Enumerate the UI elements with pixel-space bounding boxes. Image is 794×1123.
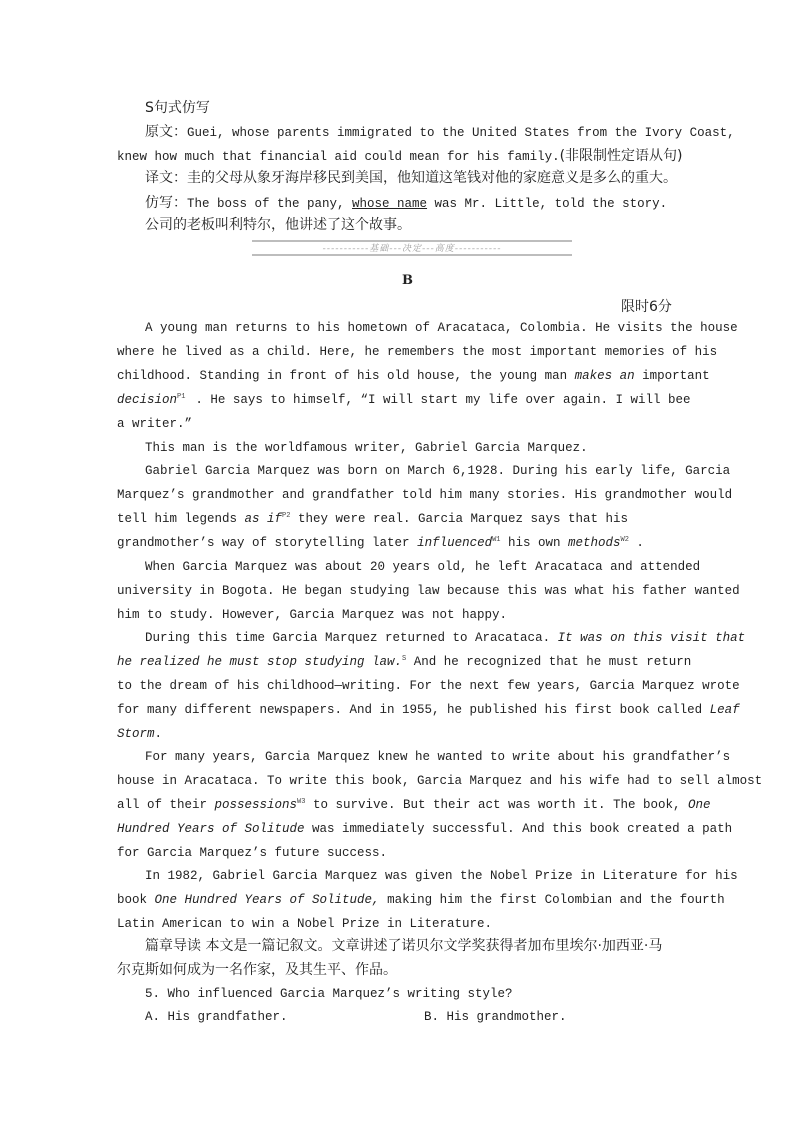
passage-text: was immediately successful. And this book created a path (304, 822, 733, 836)
guide-line-2: 尔克斯如何成为一名作家，及其生平、作品。 (117, 962, 397, 978)
passage-text: tell him legends (117, 512, 245, 526)
passage-text: his own (500, 536, 568, 550)
passage-line (117, 892, 725, 908)
passage-line (145, 630, 745, 646)
original-line-2 (117, 147, 683, 165)
passage-text: childhood. Standing in front of his old house, the young man (117, 369, 575, 383)
passage-line: For many years, Garcia Marquez knew he wanted to write about his grandfather’s (145, 750, 731, 764)
passage-line (117, 368, 710, 384)
original-note: (非限制性定语从句) (559, 148, 683, 164)
imitation-pre: The boss of the pany, (187, 197, 353, 211)
passage-text: to survive. But their act was worth it. The book, (305, 798, 689, 812)
original-label: 原文： (145, 124, 187, 140)
passage-text: . He says to himself, “I will start my life over again. I will bee (195, 393, 691, 407)
time-limit: 限时6分 (621, 299, 672, 315)
key-sentence: he realized he must stop studying law. (117, 655, 403, 669)
guide-line-1 (145, 937, 662, 955)
passage-line: A young man returns to his hometown of Aracataca, Colombia. He visits the house (145, 321, 738, 335)
passage-line (117, 821, 732, 837)
passage-line: him to study. However, Garcia Marquez was not happy. (117, 608, 508, 622)
passage-line: university in Bogota. He began studying law because this was what his father wanted (117, 584, 740, 598)
annotation-marker: S (402, 654, 407, 663)
passage-line: In 1982, Gabriel Garcia Marquez was given the Nobel Prize in Literature for his (145, 869, 738, 883)
original-text-2: knew how much that financial aid could mean for his family. (117, 150, 560, 164)
imitation-chinese: 公司的老板叫利特尔，他讲述了这个故事。 (145, 217, 411, 233)
passage-text: all of their (117, 798, 215, 812)
passage-line: When Garcia Marquez was about 20 years old, he left Aracataca and attended (145, 560, 701, 574)
passage-text: where he lived as a child. Here, he remembers the most important memories of his (117, 345, 718, 359)
passage-line: a writer.” (117, 417, 193, 431)
passage-line: to the dream of his childhood—writing. For the next few years, Garcia Marquez wrote (117, 679, 740, 693)
passage-line: for Garcia Marquez’s future success. (117, 846, 388, 860)
annotation-marker: W3 (297, 797, 306, 806)
passage-line (117, 392, 691, 408)
passage-text: grandmother’s way of storytelling later (117, 536, 418, 550)
annotation-marker: P1 (177, 392, 186, 401)
passage-line (117, 511, 628, 527)
annotation-marker: P2 (282, 511, 291, 520)
book-title: Hundred Years of Solitude (117, 822, 305, 836)
passage-text: And he recognized that he must return (406, 655, 692, 669)
imitation-post: was Mr. Little, told the story. (427, 197, 668, 211)
book-title: One Hundred Years of Solitude, (154, 893, 380, 907)
translation-text: 圭的父母从象牙海岸移民到美国，他知道这笔钱对他的家庭意义是多么的重大。 (187, 170, 677, 186)
passage-text: making him the first Colombian and the fourth (379, 893, 725, 907)
original-line-1 (145, 123, 735, 141)
passage-text: book (117, 893, 155, 907)
book-title: One (688, 798, 711, 812)
passage-line (117, 702, 740, 718)
divider-label: -----------基础---决定---高度----------- (322, 244, 502, 254)
section-heading: S句式仿写 (145, 100, 210, 116)
translation-label: 译文： (145, 170, 187, 186)
passage-line (117, 726, 162, 742)
key-sentence: It was on this visit that (557, 631, 746, 645)
vocab-highlight: as if (244, 512, 283, 526)
option-a[interactable]: A. His grandfather. (145, 1010, 288, 1024)
imitation-label: 仿写： (145, 195, 187, 211)
option-b[interactable]: B. His grandmother. (424, 1010, 567, 1024)
annotation-marker: W2 (620, 535, 629, 544)
passage-text: for many different newspapers. And in 1955, he published his first book called (117, 703, 710, 717)
divider-banner (252, 240, 572, 256)
passage-line: Latin American to win a Nobel Prize in Literature. (117, 917, 493, 931)
vocab-highlight: decision (117, 393, 178, 407)
passage-line (117, 797, 711, 813)
passage-line (117, 654, 691, 670)
section-letter: B (402, 273, 413, 288)
imitation-underlined: whose name (352, 197, 428, 211)
passage-text: During this time Garcia Marquez returned to Aracataca. (145, 631, 558, 645)
annotation-marker: W1 (492, 535, 501, 544)
passage-text: . (154, 727, 163, 741)
passage-text: important (634, 369, 710, 383)
passage-line: house in Aracataca. To write this book, Garcia Marquez and his wife had to sell almost (117, 774, 763, 788)
question-stem: 5. Who influenced Garcia Marquez’s writing style? (145, 987, 513, 1001)
divider-bottom-bar (252, 254, 572, 256)
imitation-line (145, 194, 667, 212)
book-title: Leaf (709, 703, 740, 717)
vocab-highlight: makes an (574, 369, 635, 383)
passage-line: Gabriel Garcia Marquez was born on March 6,1928. During his early life, Garcia (145, 464, 731, 478)
book-title: Storm (117, 727, 155, 741)
passage-line: This man is the worldfamous writer, Gabriel Garcia Marquez. (145, 441, 588, 455)
passage-line (117, 344, 718, 360)
vocab-highlight: methods (568, 536, 621, 550)
vocab-highlight: influenced (417, 536, 493, 550)
guide-label: 篇章导读 (145, 938, 201, 954)
guide-text: 本文是一篇记叙文。文章讲述了诺贝尔文学奖获得者加布里埃尔·加西亚·马 (201, 938, 663, 954)
translation-line (145, 169, 677, 187)
passage-line (117, 535, 644, 551)
passage-text: . (628, 536, 644, 550)
original-text-1: Guei, whose parents immigrated to the United States from the Ivory Coast, (187, 126, 735, 140)
vocab-highlight: possessions (214, 798, 298, 812)
passage-line: Marquez’s grandmother and grandfather told him many stories. His grandmother would (117, 488, 733, 502)
passage-text: they were real. Garcia Marquez says that his (290, 512, 629, 526)
